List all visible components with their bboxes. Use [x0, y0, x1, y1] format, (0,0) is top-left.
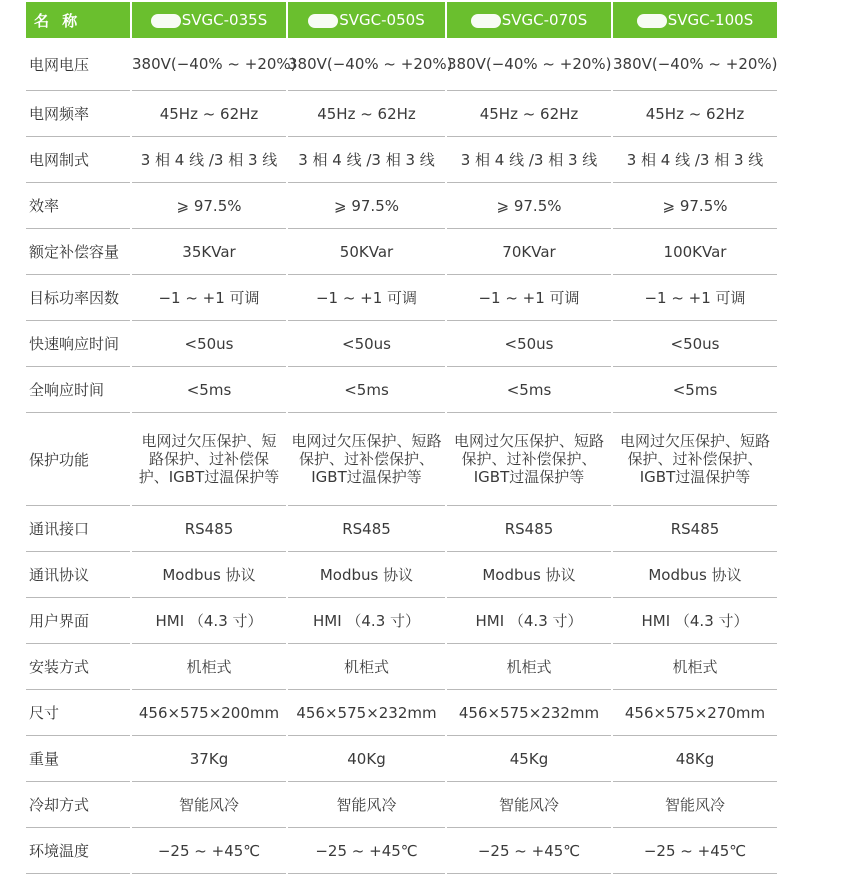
- row-label: 电网电压: [26, 38, 131, 91]
- cell-value: 456×575×232mm: [287, 690, 446, 736]
- table-row: [26, 38, 778, 91]
- table-row: [26, 782, 778, 828]
- cell-value: <5ms: [131, 367, 287, 413]
- cell-value: HMI （4.3 寸）: [131, 598, 287, 644]
- cell-value: 机柜式: [287, 644, 446, 690]
- spec-table: [26, 2, 779, 874]
- cell-value: ⩾ 97.5%: [131, 183, 287, 229]
- cell-value: 电网过欠压保护、短路保护、过补偿保护、IGBT过温保护等: [287, 413, 446, 506]
- cell-value: Modbus 协议: [287, 552, 446, 598]
- cell-value: Modbus 协议: [131, 552, 287, 598]
- table-row: [26, 367, 778, 413]
- blurred-logo-mark: [637, 14, 667, 28]
- header-row: [26, 2, 778, 38]
- cell-value: −25 ~ +45℃: [287, 828, 446, 874]
- cell-value: 380V(−40% ~ +20%): [131, 38, 287, 91]
- row-label: 电网制式: [26, 137, 131, 183]
- cell-value: ⩾ 97.5%: [287, 183, 446, 229]
- cell-value: 电网过欠压保护、短路保护、过补偿保护、IGBT过温保护等: [131, 413, 287, 506]
- cell-value: 40Kg: [287, 736, 446, 782]
- spec-body: [26, 38, 778, 874]
- cell-value: 456×575×270mm: [612, 690, 778, 736]
- cell-value: HMI （4.3 寸）: [287, 598, 446, 644]
- cell-value: RS485: [287, 506, 446, 552]
- cell-value: 3 相 4 线 /3 相 3 线: [131, 137, 287, 183]
- cell-value: HMI （4.3 寸）: [446, 598, 612, 644]
- table-row: [26, 828, 778, 874]
- cell-value: 机柜式: [612, 644, 778, 690]
- cell-value: ⩾ 97.5%: [446, 183, 612, 229]
- row-label: 通讯协议: [26, 552, 131, 598]
- cell-value: <50us: [287, 321, 446, 367]
- model-name: SVGC-100S: [667, 11, 754, 29]
- table-row: [26, 229, 778, 275]
- blurred-logo-mark: [151, 14, 181, 28]
- row-label: 目标功率因数: [26, 275, 131, 321]
- cell-value: <50us: [612, 321, 778, 367]
- cell-value: 380V(−40% ~ +20%): [446, 38, 612, 91]
- cell-value: <50us: [131, 321, 287, 367]
- cell-value: 45Hz ~ 62Hz: [287, 91, 446, 137]
- header-model: [287, 2, 446, 38]
- cell-value: 机柜式: [446, 644, 612, 690]
- cell-value: 45Hz ~ 62Hz: [131, 91, 287, 137]
- cell-value: 45Hz ~ 62Hz: [612, 91, 778, 137]
- cell-value: 456×575×232mm: [446, 690, 612, 736]
- cell-value: 380V(−40% ~ +20%): [612, 38, 778, 91]
- cell-value: −1 ~ +1 可调: [446, 275, 612, 321]
- cell-value: 37Kg: [131, 736, 287, 782]
- table-row: [26, 275, 778, 321]
- blurred-logo-mark: [308, 14, 338, 28]
- cell-value: 48Kg: [612, 736, 778, 782]
- header-name: 名 称: [26, 2, 131, 38]
- cell-value: 智能风冷: [131, 782, 287, 828]
- cell-value: −1 ~ +1 可调: [131, 275, 287, 321]
- row-label: 效率: [26, 183, 131, 229]
- table-row: [26, 644, 778, 690]
- table-row: [26, 413, 778, 506]
- table-row: [26, 690, 778, 736]
- cell-value: 电网过欠压保护、短路保护、过补偿保护、IGBT过温保护等: [612, 413, 778, 506]
- row-label: 冷却方式: [26, 782, 131, 828]
- table-row: [26, 552, 778, 598]
- row-label: 电网频率: [26, 91, 131, 137]
- cell-value: 3 相 4 线 /3 相 3 线: [287, 137, 446, 183]
- cell-value: 3 相 4 线 /3 相 3 线: [446, 137, 612, 183]
- cell-value: 智能风冷: [612, 782, 778, 828]
- cell-value: HMI （4.3 寸）: [612, 598, 778, 644]
- cell-value: 456×575×200mm: [131, 690, 287, 736]
- cell-value: 45Kg: [446, 736, 612, 782]
- cell-value: RS485: [446, 506, 612, 552]
- row-label: 快速响应时间: [26, 321, 131, 367]
- cell-value: 机柜式: [131, 644, 287, 690]
- cell-value: <5ms: [287, 367, 446, 413]
- row-label: 重量: [26, 736, 131, 782]
- table-row: [26, 506, 778, 552]
- table-row: [26, 736, 778, 782]
- cell-value: RS485: [612, 506, 778, 552]
- table-row: [26, 183, 778, 229]
- row-label: 尺寸: [26, 690, 131, 736]
- model-name: SVGC-035S: [181, 11, 268, 29]
- cell-value: 100KVar: [612, 229, 778, 275]
- cell-value: 3 相 4 线 /3 相 3 线: [612, 137, 778, 183]
- cell-value: 电网过欠压保护、短路保护、过补偿保护、IGBT过温保护等: [446, 413, 612, 506]
- row-label: 通讯接口: [26, 506, 131, 552]
- row-label: 保护功能: [26, 413, 131, 506]
- cell-value: 50KVar: [287, 229, 446, 275]
- row-label: 额定补偿容量: [26, 229, 131, 275]
- cell-value: −25 ~ +45℃: [612, 828, 778, 874]
- cell-value: <50us: [446, 321, 612, 367]
- row-label: 安装方式: [26, 644, 131, 690]
- cell-value: 35KVar: [131, 229, 287, 275]
- cell-value: <5ms: [446, 367, 612, 413]
- row-label: 用户界面: [26, 598, 131, 644]
- header-model: [446, 2, 612, 38]
- row-label: 环境温度: [26, 828, 131, 874]
- cell-value: 智能风冷: [287, 782, 446, 828]
- cell-value: Modbus 协议: [612, 552, 778, 598]
- header-model: [612, 2, 778, 38]
- model-name: SVGC-050S: [339, 11, 425, 29]
- cell-value: Modbus 协议: [446, 552, 612, 598]
- cell-value: 70KVar: [446, 229, 612, 275]
- table-row: [26, 321, 778, 367]
- cell-value: −25 ~ +45℃: [446, 828, 612, 874]
- header-model: [131, 2, 287, 38]
- table-row: [26, 598, 778, 644]
- cell-value: <5ms: [612, 367, 778, 413]
- row-label: 全响应时间: [26, 367, 131, 413]
- cell-value: RS485: [131, 506, 287, 552]
- table-row: [26, 91, 778, 137]
- cell-value: 45Hz ~ 62Hz: [446, 91, 612, 137]
- cell-value: ⩾ 97.5%: [612, 183, 778, 229]
- blurred-logo-mark: [471, 14, 501, 28]
- cell-value: −25 ~ +45℃: [131, 828, 287, 874]
- table-row: [26, 137, 778, 183]
- model-name: SVGC-070S: [501, 11, 588, 29]
- cell-value: 智能风冷: [446, 782, 612, 828]
- cell-value: −1 ~ +1 可调: [287, 275, 446, 321]
- cell-value: 380V(−40% ~ +20%): [287, 38, 446, 91]
- cell-value: −1 ~ +1 可调: [612, 275, 778, 321]
